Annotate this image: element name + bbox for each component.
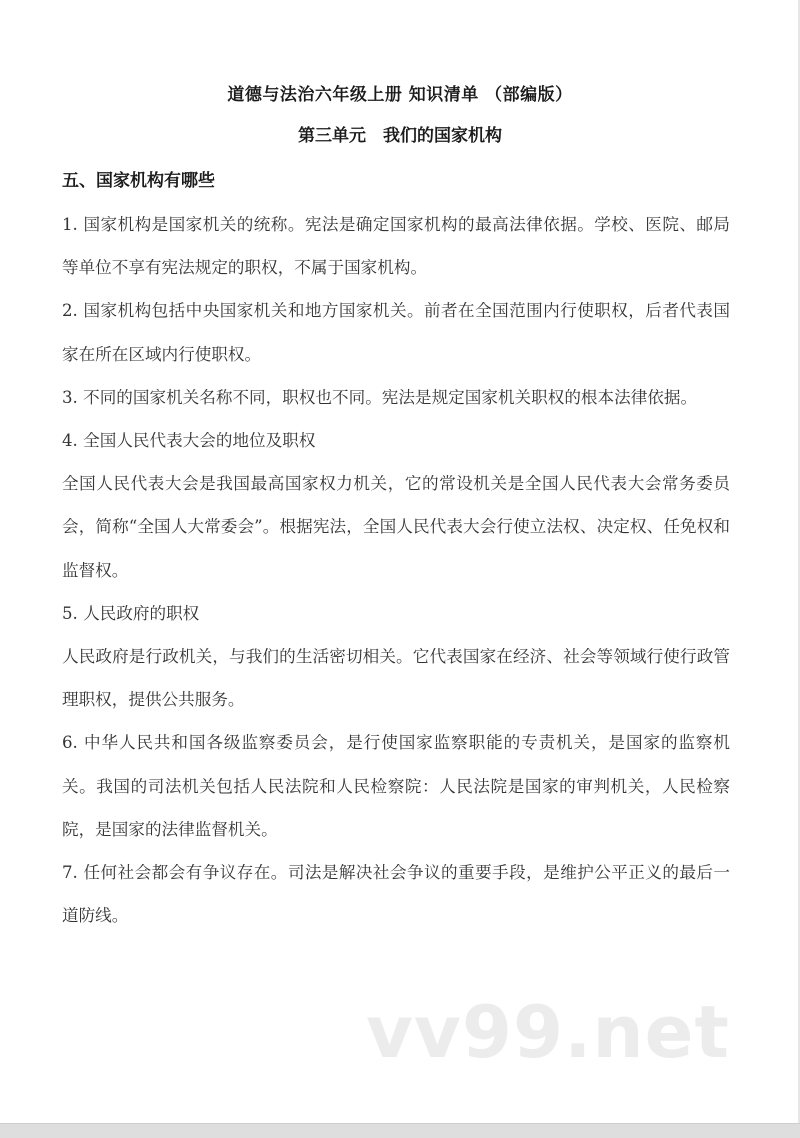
paragraph-3: 3. 不同的国家机关名称不同，职权也不同。宪法是规定国家机关职权的根本法律依据。 xyxy=(62,387,698,407)
paragraph-2: 2. 国家机构包括中央国家机关和地方国家机关。前者在全国范围内行使职权，后者代表国家在所在区域内行使职权。 xyxy=(62,301,730,364)
paragraph-4-heading: 4. 全国人民代表大会的地位及职权 xyxy=(62,431,316,451)
paragraph-5-body: 人民政府是行政机关，与我们的生活密切相关。它代表国家在经济、社会等领域行使行政管理职权，提供公共服务。 xyxy=(62,647,730,710)
unit-subtitle: 第三单元 我们的国家机构 xyxy=(298,126,502,146)
section-heading: 五、国家机构有哪些 xyxy=(62,171,215,191)
paragraph-4-body: 全国人民代表大会是我国最高国家权力机关，它的常设机关是全国人民代表大会常务委员会，简称“全国人大常委会”。根据宪法，全国人民代表大会行使立法权、决定权、任免权和监督权。 xyxy=(62,474,730,580)
watermark: vv99.net xyxy=(366,990,730,1074)
document-title: 道德与法治六年级上册 知识清单 （部编版） xyxy=(227,85,573,105)
page-bottom-bar xyxy=(0,1123,800,1138)
paragraph-5-heading: 5. 人民政府的职权 xyxy=(62,603,200,623)
document-body xyxy=(62,203,730,937)
paragraph-1: 1. 国家机构是国家机关的统称。宪法是确定国家机构的最高法律依据。学校、医院、邮局等单位不享有宪法规定的职权，不属于国家机构。 xyxy=(62,215,730,278)
paragraph-7: 7. 任何社会都会有争议存在。司法是解决社会争议的重要手段，是维护公平正义的最后一道防线。 xyxy=(62,863,730,926)
paragraph-6: 6. 中华人民共和国各级监察委员会，是行使国家监察职能的专责机关，是国家的监察机关。我国的司法机关包括人民法院和人民检察院：人民法院是国家的审判机关，人民检察院，是国家的法律监督机关。 xyxy=(62,733,730,839)
